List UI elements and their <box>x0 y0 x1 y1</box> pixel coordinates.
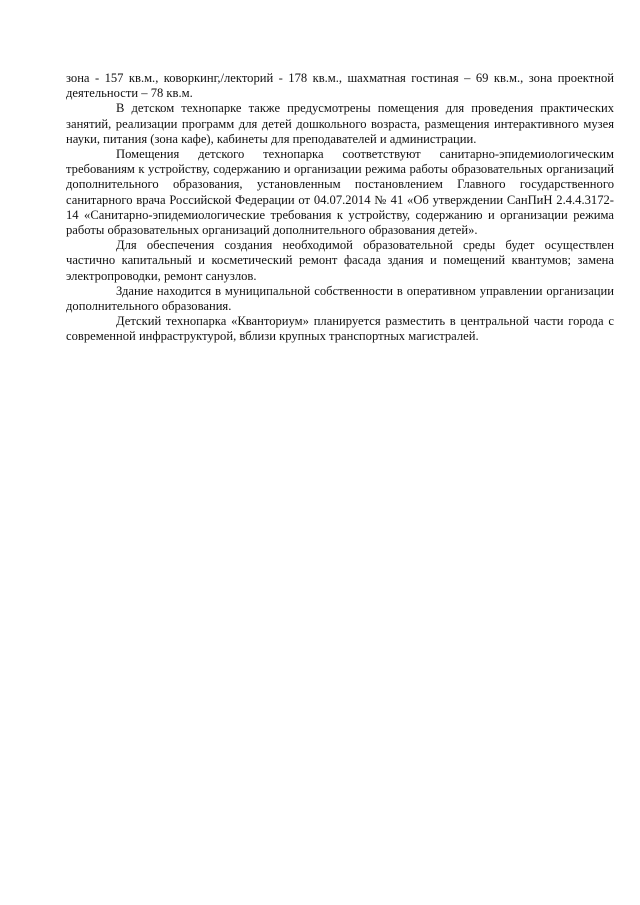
paragraph-sanitary-requirements: Помещения детского технопарка соответствуют санитарно-эпидемиологическим требованиям к устройству, содержанию и организации режима работы образовательных организаций дополнительного образования, установленным постановлением Главного государственного санитарного врача Российской Федерации от 04.07.2014 № 41 «Об утверждении СанПиН 2.4.4.3172-14 «Санитарно-эпидемиологические требования к устройству, содержанию и организации режима работы образовательных организаций дополнительного образования детей». <box>66 147 614 238</box>
paragraph-location: Детский технопарка «Кванториум» планируется разместить в центральной части города с современной инфраструктурой, вблизи крупных транспортных магистралей. <box>66 314 614 344</box>
paragraph-renovation: Для обеспечения создания необходимой образовательной среды будет осуществлен частично капитальный и косметический ремонт фасада здания и помещений квантумов; замена электропроводки, ремонт санузлов. <box>66 238 614 283</box>
paragraph-room-areas: зона - 157 кв.м., коворкинг,/лекторий - 178 кв.м., шахматная гостиная – 69 кв.м., зона проектной деятельности – 78 кв.м. <box>66 71 614 101</box>
paragraph-additional-rooms: В детском технопарке также предусмотрены помещения для проведения практических занятий, реализации программ для детей дошкольного возраста, размещения интерактивного музея науки, питания (зона кафе), кабинеты для преподавателей и администрации. <box>66 101 614 146</box>
document-body <box>66 71 614 345</box>
paragraph-ownership: Здание находится в муниципальной собственности в оперативном управлении организации дополнительного образования. <box>66 283 614 314</box>
